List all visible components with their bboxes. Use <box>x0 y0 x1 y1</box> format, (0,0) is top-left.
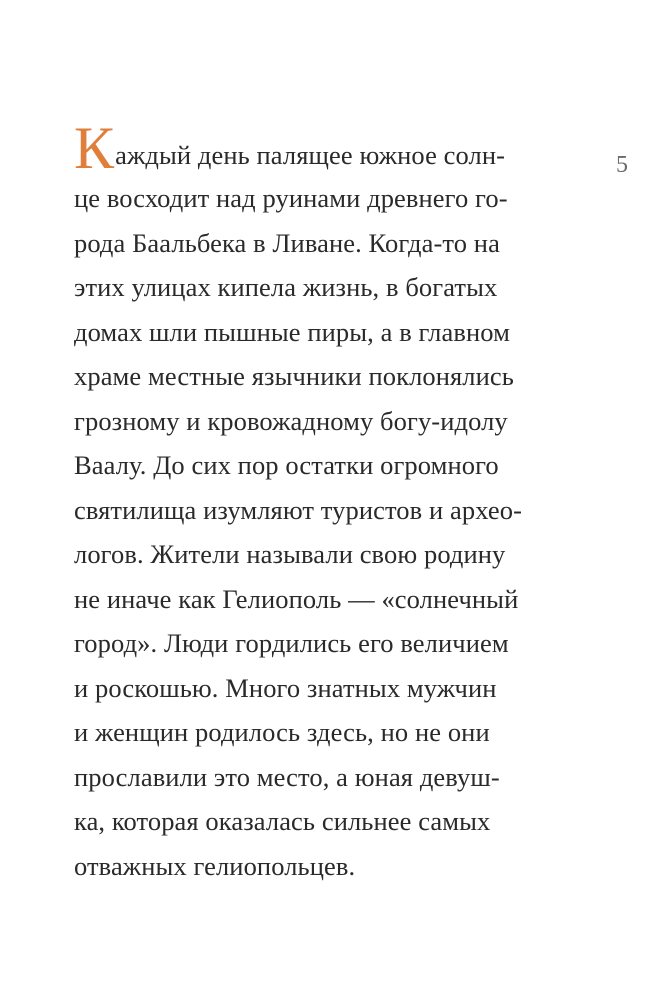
paragraph-line-9: святилища изумляют туристов и архео- <box>74 494 523 525</box>
paragraph-line-15: прославили это место, а юная девуш- <box>74 761 500 792</box>
paragraph-line-7: грозному и кровожадному богу-идолу <box>74 405 508 436</box>
paragraph-line-1-text: аждый день палящее южное солн- <box>115 140 506 170</box>
paragraph-line-16: ка, которая оказалась сильнее самых <box>74 806 491 836</box>
body-paragraph <box>74 115 574 888</box>
drop-cap: К <box>74 115 115 181</box>
paragraph-line-2: це восходит над руинами древнего го- <box>74 183 508 213</box>
paragraph-line-17: отважных гелиопольцев. <box>74 850 356 881</box>
paragraph-line-4: этих улицах кипела жизнь, в богатых <box>74 272 498 302</box>
paragraph-line-14: и женщин родилось здесь, но не они <box>74 717 490 747</box>
page-number: 5 <box>616 152 628 178</box>
paragraph-line-11: не иначе как Гелиополь — «солнечный <box>74 583 519 614</box>
paragraph-line-5: домах шли пышные пиры, а в главном <box>74 316 510 347</box>
paragraph-line-6: храме местные язычники поклонялись <box>74 361 514 391</box>
paragraph-line-1 <box>74 115 574 181</box>
paragraph-line-8: Ваалу. До сих пор остатки огромного <box>74 450 499 480</box>
paragraph-line-10: логов. Жители называли свою родину <box>74 539 506 569</box>
paragraph-line-13: и роскошью. Много знатных мужчин <box>74 672 497 703</box>
paragraph-line-3: рода Баальбека в Ливане. Когда-то на <box>74 227 500 258</box>
paragraph-line-12: город». Люди гордились его величием <box>74 628 509 658</box>
